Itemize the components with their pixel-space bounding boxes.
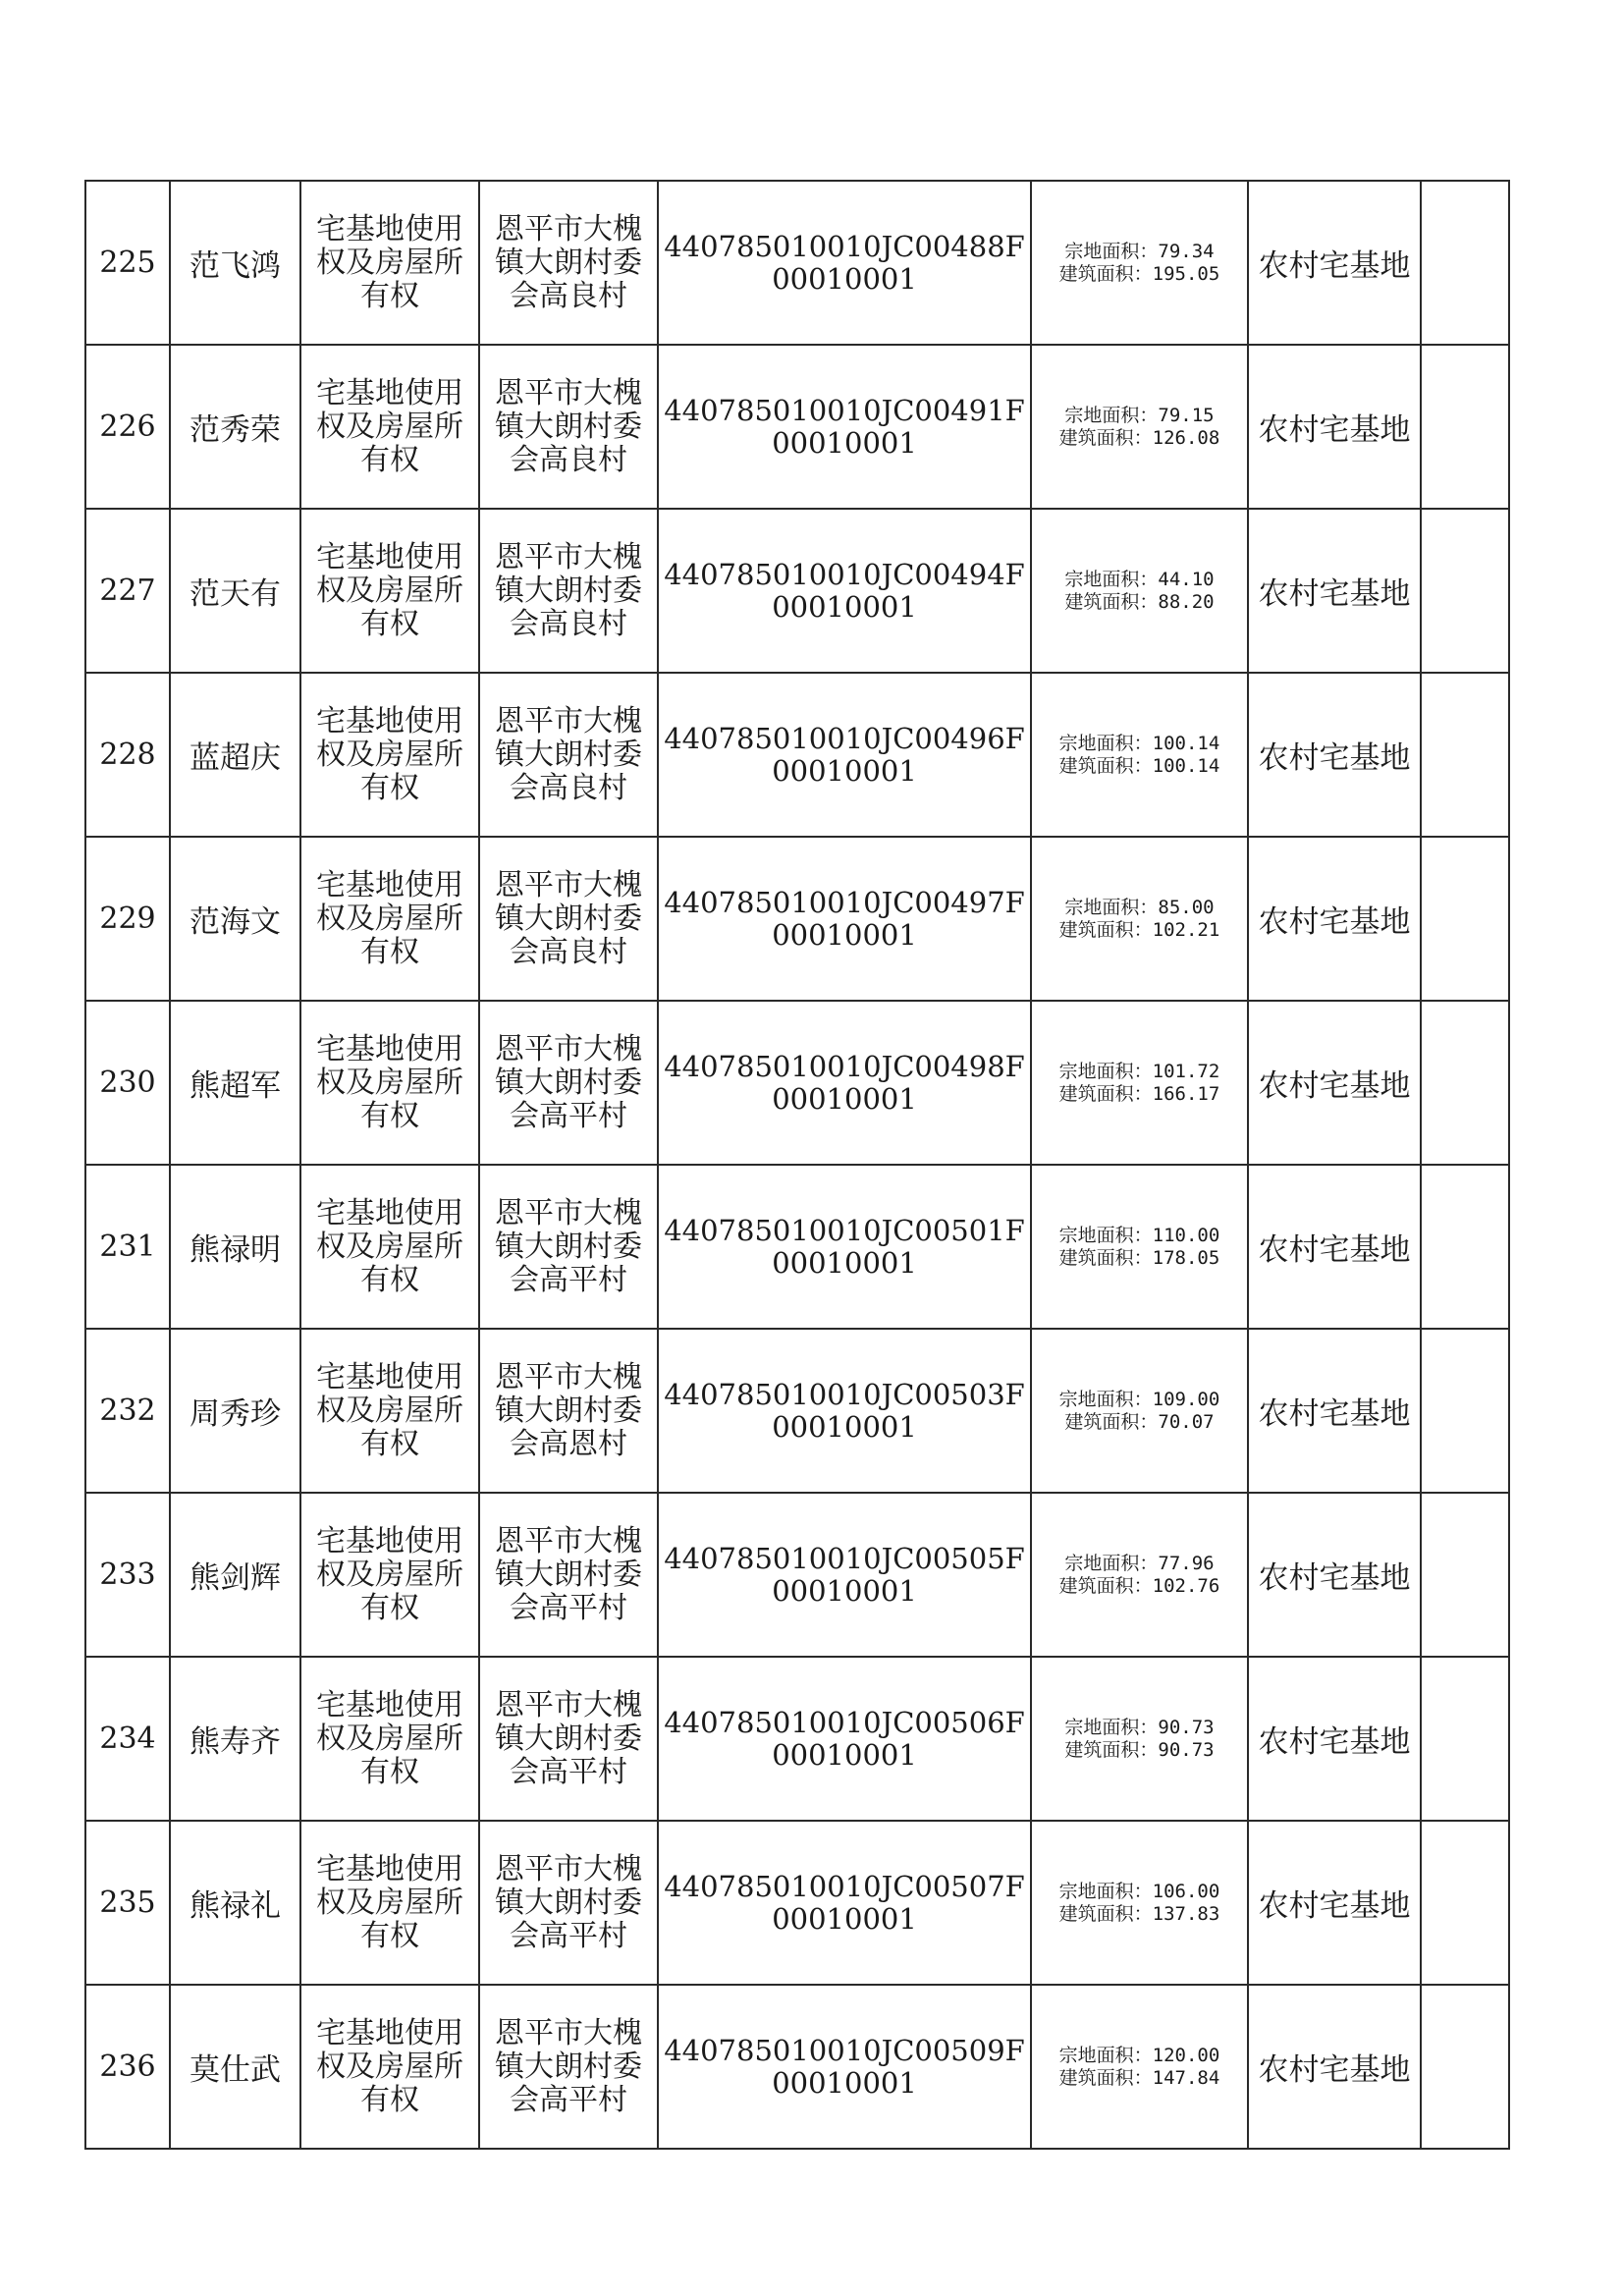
land-use: 农村宅基地 xyxy=(1258,576,1411,612)
owner-name: 范天有 xyxy=(189,576,281,612)
location-cell xyxy=(479,181,658,345)
right-type-cell xyxy=(300,673,479,837)
area-cell xyxy=(1031,1821,1248,1985)
building-area: 建筑面积：178.05 xyxy=(1058,1246,1220,1269)
location-cell xyxy=(479,1001,658,1165)
land-use-cell xyxy=(1248,1985,1421,2149)
land-use-cell xyxy=(1248,1657,1421,1821)
note-cell xyxy=(1421,837,1509,1001)
land-use-cell xyxy=(1248,1165,1421,1329)
row-number-cell xyxy=(85,673,170,837)
land-use: 农村宅基地 xyxy=(1258,1068,1411,1104)
location: 恩平市大槐镇大朗村委会高平村 xyxy=(495,1851,642,1953)
location-cell xyxy=(479,1821,658,1985)
parcel-code-cell xyxy=(658,1165,1031,1329)
right-type-cell xyxy=(300,509,479,673)
right-type: 宅基地使用权及房屋所有权 xyxy=(316,703,463,805)
owner-name: 范飞鸿 xyxy=(189,248,281,284)
land-use: 农村宅基地 xyxy=(1258,1888,1411,1924)
row-number-cell xyxy=(85,837,170,1001)
land-use-cell xyxy=(1248,1821,1421,1985)
row-number: 231 xyxy=(99,1230,156,1264)
land-area: 宗地面积：106.00 xyxy=(1058,1880,1220,1902)
right-type: 宅基地使用权及房屋所有权 xyxy=(316,1359,463,1461)
land-area: 宗地面积：85.00 xyxy=(1064,896,1215,918)
owner-name: 熊剑辉 xyxy=(189,1560,281,1596)
land-use: 农村宅基地 xyxy=(1258,248,1411,284)
table-row xyxy=(85,1657,1509,1821)
right-type-cell xyxy=(300,1001,479,1165)
building-area: 建筑面积：90.73 xyxy=(1064,1738,1215,1761)
area-cell xyxy=(1031,1985,1248,2149)
row-number-cell xyxy=(85,1493,170,1657)
building-area: 建筑面积：102.21 xyxy=(1058,918,1220,941)
location: 恩平市大槐镇大朗村委会高平村 xyxy=(495,1195,642,1297)
right-type-cell xyxy=(300,345,479,509)
owner-name: 范海文 xyxy=(189,904,281,940)
row-number: 236 xyxy=(99,2050,156,2084)
owner-name: 熊寿齐 xyxy=(189,1724,281,1760)
land-area: 宗地面积：100.14 xyxy=(1058,732,1220,754)
land-use-cell xyxy=(1248,345,1421,509)
parcel-code: 440785010010JC00507F00010001 xyxy=(664,1869,1025,1936)
note-cell xyxy=(1421,1001,1509,1165)
location: 恩平市大槐镇大朗村委会高良村 xyxy=(495,539,642,641)
right-type: 宅基地使用权及房屋所有权 xyxy=(316,1031,463,1133)
land-use: 农村宅基地 xyxy=(1258,1560,1411,1596)
area-cell xyxy=(1031,1657,1248,1821)
parcel-code: 440785010010JC00494F00010001 xyxy=(664,557,1025,624)
land-use-cell xyxy=(1248,1001,1421,1165)
owner-name-cell xyxy=(170,1165,300,1329)
land-use-cell xyxy=(1248,509,1421,673)
parcel-code: 440785010010JC00505F00010001 xyxy=(664,1541,1025,1608)
table-row xyxy=(85,1329,1509,1493)
row-number: 228 xyxy=(99,738,156,772)
land-use: 农村宅基地 xyxy=(1258,2052,1411,2088)
land-use-cell xyxy=(1248,1329,1421,1493)
right-type-cell xyxy=(300,181,479,345)
land-use: 农村宅基地 xyxy=(1258,412,1411,448)
row-number-cell xyxy=(85,345,170,509)
land-area: 宗地面积：109.00 xyxy=(1058,1388,1220,1410)
land-area: 宗地面积：79.34 xyxy=(1064,240,1215,262)
location-cell xyxy=(479,1329,658,1493)
owner-name-cell xyxy=(170,1985,300,2149)
parcel-code-cell xyxy=(658,837,1031,1001)
right-type: 宅基地使用权及房屋所有权 xyxy=(316,1851,463,1953)
building-area: 建筑面积：70.07 xyxy=(1064,1410,1215,1433)
parcel-code-cell xyxy=(658,673,1031,837)
area-cell xyxy=(1031,509,1248,673)
parcel-code-cell xyxy=(658,181,1031,345)
location: 恩平市大槐镇大朗村委会高平村 xyxy=(495,2015,642,2117)
right-type-cell xyxy=(300,1985,479,2149)
land-use-cell xyxy=(1248,837,1421,1001)
location-cell xyxy=(479,509,658,673)
table-row xyxy=(85,509,1509,673)
note-cell xyxy=(1421,1165,1509,1329)
registry-table xyxy=(84,180,1510,2150)
land-area: 宗地面积：120.00 xyxy=(1058,2044,1220,2066)
owner-name: 蓝超庆 xyxy=(189,740,281,776)
right-type-cell xyxy=(300,837,479,1001)
row-number-cell xyxy=(85,1821,170,1985)
parcel-code-cell xyxy=(658,1985,1031,2149)
building-area: 建筑面积：147.84 xyxy=(1058,2066,1220,2089)
area-cell xyxy=(1031,1329,1248,1493)
location-cell xyxy=(479,1657,658,1821)
parcel-code: 440785010010JC00497F00010001 xyxy=(664,885,1025,952)
parcel-code-cell xyxy=(658,1001,1031,1165)
area-cell xyxy=(1031,1001,1248,1165)
table-row xyxy=(85,1165,1509,1329)
area-cell xyxy=(1031,181,1248,345)
parcel-code: 440785010010JC00506F00010001 xyxy=(664,1705,1025,1772)
land-use: 农村宅基地 xyxy=(1258,740,1411,776)
owner-name-cell xyxy=(170,1001,300,1165)
location: 恩平市大槐镇大朗村委会高平村 xyxy=(495,1687,642,1789)
land-area: 宗地面积：77.96 xyxy=(1064,1552,1215,1574)
area-cell xyxy=(1031,837,1248,1001)
row-number: 234 xyxy=(99,1722,156,1756)
location: 恩平市大槐镇大朗村委会高良村 xyxy=(495,211,642,313)
location: 恩平市大槐镇大朗村委会高恩村 xyxy=(495,1359,642,1461)
parcel-code: 440785010010JC00498F00010001 xyxy=(664,1049,1025,1116)
location-cell xyxy=(479,837,658,1001)
owner-name: 熊禄礼 xyxy=(189,1888,281,1924)
parcel-code-cell xyxy=(658,509,1031,673)
parcel-code-cell xyxy=(658,1657,1031,1821)
owner-name-cell xyxy=(170,345,300,509)
land-use-cell xyxy=(1248,181,1421,345)
location-cell xyxy=(479,1985,658,2149)
owner-name-cell xyxy=(170,509,300,673)
building-area: 建筑面积：88.20 xyxy=(1064,590,1215,613)
owner-name-cell xyxy=(170,1821,300,1985)
table-row xyxy=(85,837,1509,1001)
building-area: 建筑面积：195.05 xyxy=(1058,262,1220,285)
owner-name: 莫仕武 xyxy=(189,2052,281,2088)
row-number-cell xyxy=(85,1001,170,1165)
owner-name: 周秀珍 xyxy=(189,1396,281,1432)
row-number: 232 xyxy=(99,1394,156,1428)
row-number: 235 xyxy=(99,1886,156,1920)
parcel-code-cell xyxy=(658,345,1031,509)
location: 恩平市大槐镇大朗村委会高平村 xyxy=(495,1523,642,1625)
land-area: 宗地面积：79.15 xyxy=(1064,404,1215,426)
note-cell xyxy=(1421,1657,1509,1821)
table-row xyxy=(85,345,1509,509)
note-cell xyxy=(1421,345,1509,509)
land-use: 农村宅基地 xyxy=(1258,904,1411,940)
right-type: 宅基地使用权及房屋所有权 xyxy=(316,2015,463,2117)
land-area: 宗地面积：90.73 xyxy=(1064,1716,1215,1738)
location: 恩平市大槐镇大朗村委会高平村 xyxy=(495,1031,642,1133)
owner-name-cell xyxy=(170,1657,300,1821)
parcel-code-cell xyxy=(658,1493,1031,1657)
right-type-cell xyxy=(300,1493,479,1657)
table-row xyxy=(85,1493,1509,1657)
building-area: 建筑面积：126.08 xyxy=(1058,426,1220,449)
row-number: 225 xyxy=(99,246,156,280)
parcel-code: 440785010010JC00491F00010001 xyxy=(664,393,1025,460)
parcel-code-cell xyxy=(658,1329,1031,1493)
note-cell xyxy=(1421,1985,1509,2149)
owner-name-cell xyxy=(170,837,300,1001)
table-row xyxy=(85,181,1509,345)
owner-name-cell xyxy=(170,673,300,837)
location-cell xyxy=(479,673,658,837)
land-use: 农村宅基地 xyxy=(1258,1396,1411,1432)
land-use-cell xyxy=(1248,1493,1421,1657)
table-row xyxy=(85,1821,1509,1985)
area-cell xyxy=(1031,1493,1248,1657)
owner-name: 范秀荣 xyxy=(189,412,281,448)
parcel-code: 440785010010JC00509F00010001 xyxy=(664,2033,1025,2100)
row-number: 229 xyxy=(99,902,156,936)
right-type: 宅基地使用权及房屋所有权 xyxy=(316,867,463,969)
location-cell xyxy=(479,345,658,509)
location-cell xyxy=(479,1165,658,1329)
note-cell xyxy=(1421,1329,1509,1493)
location: 恩平市大槐镇大朗村委会高良村 xyxy=(495,703,642,805)
owner-name-cell xyxy=(170,181,300,345)
row-number: 226 xyxy=(99,410,156,444)
right-type-cell xyxy=(300,1657,479,1821)
row-number: 233 xyxy=(99,1558,156,1592)
registry-table-body xyxy=(85,181,1509,2149)
row-number: 227 xyxy=(99,574,156,608)
building-area: 建筑面积：100.14 xyxy=(1058,754,1220,777)
land-use-cell xyxy=(1248,673,1421,837)
owner-name-cell xyxy=(170,1329,300,1493)
parcel-code: 440785010010JC00501F00010001 xyxy=(664,1213,1025,1280)
land-use: 农村宅基地 xyxy=(1258,1232,1411,1268)
note-cell xyxy=(1421,509,1509,673)
right-type-cell xyxy=(300,1821,479,1985)
area-cell xyxy=(1031,673,1248,837)
location: 恩平市大槐镇大朗村委会高良村 xyxy=(495,375,642,477)
parcel-code: 440785010010JC00488F00010001 xyxy=(664,229,1025,296)
right-type: 宅基地使用权及房屋所有权 xyxy=(316,1523,463,1625)
note-cell xyxy=(1421,1493,1509,1657)
table-row xyxy=(85,1985,1509,2149)
note-cell xyxy=(1421,673,1509,837)
area-cell xyxy=(1031,1165,1248,1329)
owner-name: 熊禄明 xyxy=(189,1232,281,1268)
right-type: 宅基地使用权及房屋所有权 xyxy=(316,1687,463,1789)
location-cell xyxy=(479,1493,658,1657)
right-type: 宅基地使用权及房屋所有权 xyxy=(316,1195,463,1297)
parcel-code: 440785010010JC00496F00010001 xyxy=(664,721,1025,788)
land-area: 宗地面积：101.72 xyxy=(1058,1060,1220,1082)
row-number-cell xyxy=(85,1985,170,2149)
row-number-cell xyxy=(85,1657,170,1821)
area-cell xyxy=(1031,345,1248,509)
note-cell xyxy=(1421,1821,1509,1985)
row-number-cell xyxy=(85,509,170,673)
building-area: 建筑面积：166.17 xyxy=(1058,1082,1220,1105)
parcel-code: 440785010010JC00503F00010001 xyxy=(664,1377,1025,1444)
right-type: 宅基地使用权及房屋所有权 xyxy=(316,375,463,477)
right-type-cell xyxy=(300,1165,479,1329)
land-area: 宗地面积：44.10 xyxy=(1064,568,1215,590)
right-type-cell xyxy=(300,1329,479,1493)
building-area: 建筑面积：102.76 xyxy=(1058,1574,1220,1597)
row-number-cell xyxy=(85,1165,170,1329)
right-type: 宅基地使用权及房屋所有权 xyxy=(316,539,463,641)
right-type: 宅基地使用权及房屋所有权 xyxy=(316,211,463,313)
table-row xyxy=(85,1001,1509,1165)
owner-name-cell xyxy=(170,1493,300,1657)
table-row xyxy=(85,673,1509,837)
location: 恩平市大槐镇大朗村委会高良村 xyxy=(495,867,642,969)
land-use: 农村宅基地 xyxy=(1258,1724,1411,1760)
row-number-cell xyxy=(85,181,170,345)
land-area: 宗地面积：110.00 xyxy=(1058,1224,1220,1246)
parcel-code-cell xyxy=(658,1821,1031,1985)
note-cell xyxy=(1421,181,1509,345)
building-area: 建筑面积：137.83 xyxy=(1058,1902,1220,1925)
row-number: 230 xyxy=(99,1066,156,1100)
owner-name: 熊超军 xyxy=(189,1068,281,1104)
row-number-cell xyxy=(85,1329,170,1493)
